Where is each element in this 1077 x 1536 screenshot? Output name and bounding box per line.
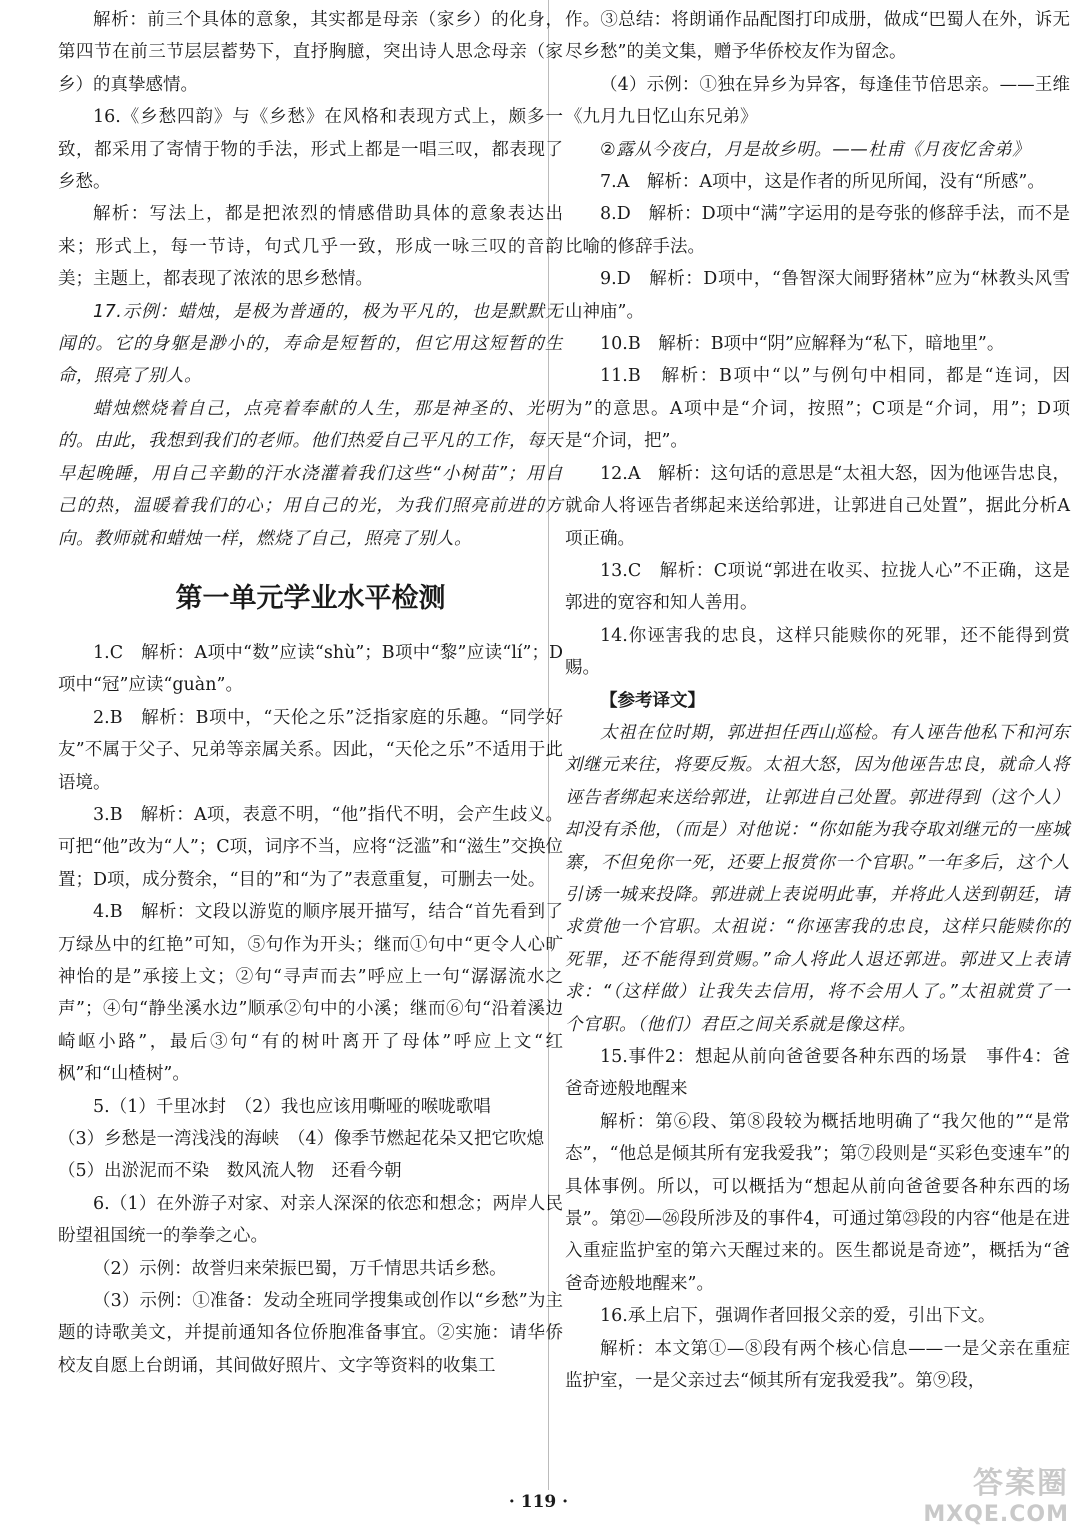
answer-6-1: 6.（1）在外游子对家、对亲人深深的依恋和想念；两岸人民盼望祖国统一的拳拳之心。	[58, 1193, 563, 1247]
answer-8: 8.D 解析：D项中“满”字运用的是夸张的修辞手法，而不是比喻的修辞手法。	[565, 204, 1070, 257]
watermark-logo: 答案圈	[973, 1466, 1069, 1501]
answer-6-4-example: ②露从今夜白，月是故乡明。——杜甫《月夜忆舍弟》	[600, 139, 1031, 160]
left-column	[58, 4, 563, 1382]
analysis-16: 解析：本文第①—⑧段有两个核心信息——一是父亲在重症监护室，一是父亲过去“倾其所有宠我爱我”。第⑨段，	[565, 1338, 1070, 1392]
answer-13: 13.C 解析：C项说“郭进在收买、拉拢人心”不正确，这是郭进的宽容和知人善用。	[565, 560, 1070, 614]
analysis-paragraph: 解析：前三个具体的意象，其实都是母亲（家乡）的化身，第四节在前三节层层蓄势下，直抒胸臆，突出诗人思念母亲（家乡）的真挚感情。	[58, 10, 563, 95]
page-number: · 119 ·	[508, 1492, 569, 1512]
answer-7: 7.A 解析：A项中，这是作者的所见所闻，没有“所感”。	[600, 172, 1045, 193]
answer-2: 2.B 解析：B项中，“天伦之乐”泛指家庭的乐趣。“同学好友”不属于父子、兄弟等亲属关系。因此，“天伦之乐”不适用于此语境。	[58, 707, 563, 793]
answer-6-3-continued: 作。③总结：将朗诵作品配图打印成册，做成“巴蜀人在外，诉无尽乡愁”的美文集，赠予华侨校友作为留念。	[565, 10, 1070, 63]
answer-16: 16.承上启下，强调作者回报父亲的爱，引出下文。	[600, 1306, 996, 1327]
answer-10: 10.B 解析：B项中“阴”应解释为“私下，暗地里”。	[600, 334, 1005, 355]
answer-5: 5.（1）千里冰封 （2）我也应该用嘶哑的喉咙歌唱	[93, 1096, 491, 1117]
answer-3: 3.B 解析：A项，表意不明，“他”指代不明，会产生歧义。可把“他”改为“人”；C项，词序不当，应将“泛滥”和“滋生”交换位置；D项，成分赘余，“目的”和“为了”表意重复，可删去一处。	[58, 804, 563, 890]
answer-11: 11.B 解析：B项中“以”与例句中相同，都是“连词，因为”的意思。A项中是“介词，按照”；C项是“介词，用”；D项是“介词，把”。	[565, 366, 1070, 452]
answer-12: 12.A 解析：这句话的意思是“太祖大怒，因为他诬告忠良，就命人将诬告者绑起来送给郭进，让郭进自己处置”，据此分析A项正确。	[565, 463, 1070, 549]
analysis-paragraph: 解析：写法上，都是把浓烈的情感借助具体的意象表达出来；形式上，每一节诗，句式几乎一致，形成一咏三叹的音韵美；主题上，都表现了浓浓的思乡愁情。	[58, 204, 563, 290]
answer-14: 14.你诬害我的忠良，这样只能赎你的死罪，还不能得到赏赐。	[565, 625, 1070, 679]
answer-9: 9.D 解析：D项中，“鲁智深大闹野猪林”应为“林教头风雪山神庙”。	[565, 269, 1070, 322]
answer-6-2: （2）示例：故誉归来荣振巴蜀，万千情思共话乡愁。	[93, 1258, 507, 1279]
reference-translation-label: 【参考译文】	[600, 690, 705, 711]
answer-15: 15.事件2：想起从前向爸爸要各种东西的场景 事件4：爸爸奇迹般地醒来	[565, 1047, 1070, 1100]
answer-1: 1.C 解析：A项中“数”应读“shù”；B项中“黎”应读“lí”；D项中“冠”应读“guàn”。	[58, 642, 563, 696]
answer-17-continued: 蜡烛燃烧着自己，点亮着奉献的人生，那是神圣的、光明的。由此，我想到我们的老师。他们热爱自己平凡的工作，每天早起晚睡，用自己辛勤的汗水浇灌着我们这些“小树苗”；用自己的热，温暖着我们的心；用自己的光，为我们照亮前进的方向。教师就和蜡烛一样，燃烧了自己，照亮了别人。	[58, 398, 563, 549]
answer-16: 16.《乡愁四韵》与《乡愁》在风格和表现方式上，颇多一致，都采用了寄情于物的手法，形式上都是一唱三叹，都表现了乡愁。	[58, 107, 563, 193]
right-column	[565, 4, 1070, 1397]
reference-translation: 太祖在位时期，郭进担任西山巡检。有人诬告他私下和河东刘继元来往，将要反叛。太祖大怒，因为他诬告忠良，就命人将诬告者绑起来送给郭进，让郭进自己处置。郭进得到（这个人）却没有杀他，（而是）对他说：“你如能为我夺取刘继元的一座城寨，不但免你一死，还要上报赏你一个官职。”一年多后，这个人引诱一城来投降。郭进就上表说明此事，并将此人送到朝廷，请求赏他一个官职。太祖说：“你诬害我的忠良，这样只能赎你的死罪，还不能得到赏赐。”命人将此人退还郭进。郭进又上表请求：“（这样做）让我失去信用，将不会用人了。”太祖就赏了一个官职。（他们）君臣之间关系就是像这样。	[565, 722, 1070, 1035]
answer-5-line: （3）乡愁是一湾浅浅的海峡 （4）像季节燃起花朵又把它吹熄	[58, 1129, 545, 1149]
answer-6-3: （3）示例：①准备：发动全班同学搜集或创作以“乡愁”为主题的诗歌美文，并提前通知各位侨胞准备事宜。②实施：请华侨校友自愿上台朗诵，其间做好照片、文字等资料的收集工	[58, 1291, 563, 1376]
answer-5-line: （5）出淤泥而不染 数风流人物 还看今朝	[58, 1161, 402, 1182]
answer-4: 4.B 解析：文段以游览的顺序展开描写，结合“首先看到了万绿丛中的红艳”可知，⑤句作为开头；继而①句中“更令人心旷神怡的是”承接上文；②句“寻声而去”呼应上一句“潺潺流水之声”；④句“静坐溪水边”顺承②句中的小溪；继而⑥句“沿着溪边崎岖小路”，最后③句“有的树叶离开了母体”呼应上文“红枫”和“山楂树”。	[58, 902, 563, 1085]
analysis-15: 解析：第⑥段、第⑧段较为概括地明确了“我欠他的”“是常态”，“他总是倾其所有宠我爱我”；第⑦段则是“买彩色变速车”的具体事例。所以，可以概括为“想起从前向爸爸要各种东西的场景”。第㉑—㉖段所涉及的事件4，可通过第㉓段的内容“他是在进入重症监护室的第六天醒过来的。医生都说是奇迹”，概括为“爸爸奇迹般地醒来”。	[565, 1111, 1070, 1294]
answer-17: 17.示例：蜡烛，是极为普通的，极为平凡的，也是默默无闻的。它的身躯是渺小的，寿命是短暂的，但它用这短暂的生命，照亮了别人。	[58, 301, 563, 387]
answer-6-4: （4）示例：①独在异乡为异客，每逢佳节倍思亲。——王维《九月九日忆山东兄弟》	[565, 74, 1070, 128]
watermark	[859, 1458, 1069, 1530]
watermark-url: MXQE.COM	[923, 1502, 1069, 1527]
section-title: 第一单元学业水平检测	[175, 582, 446, 614]
